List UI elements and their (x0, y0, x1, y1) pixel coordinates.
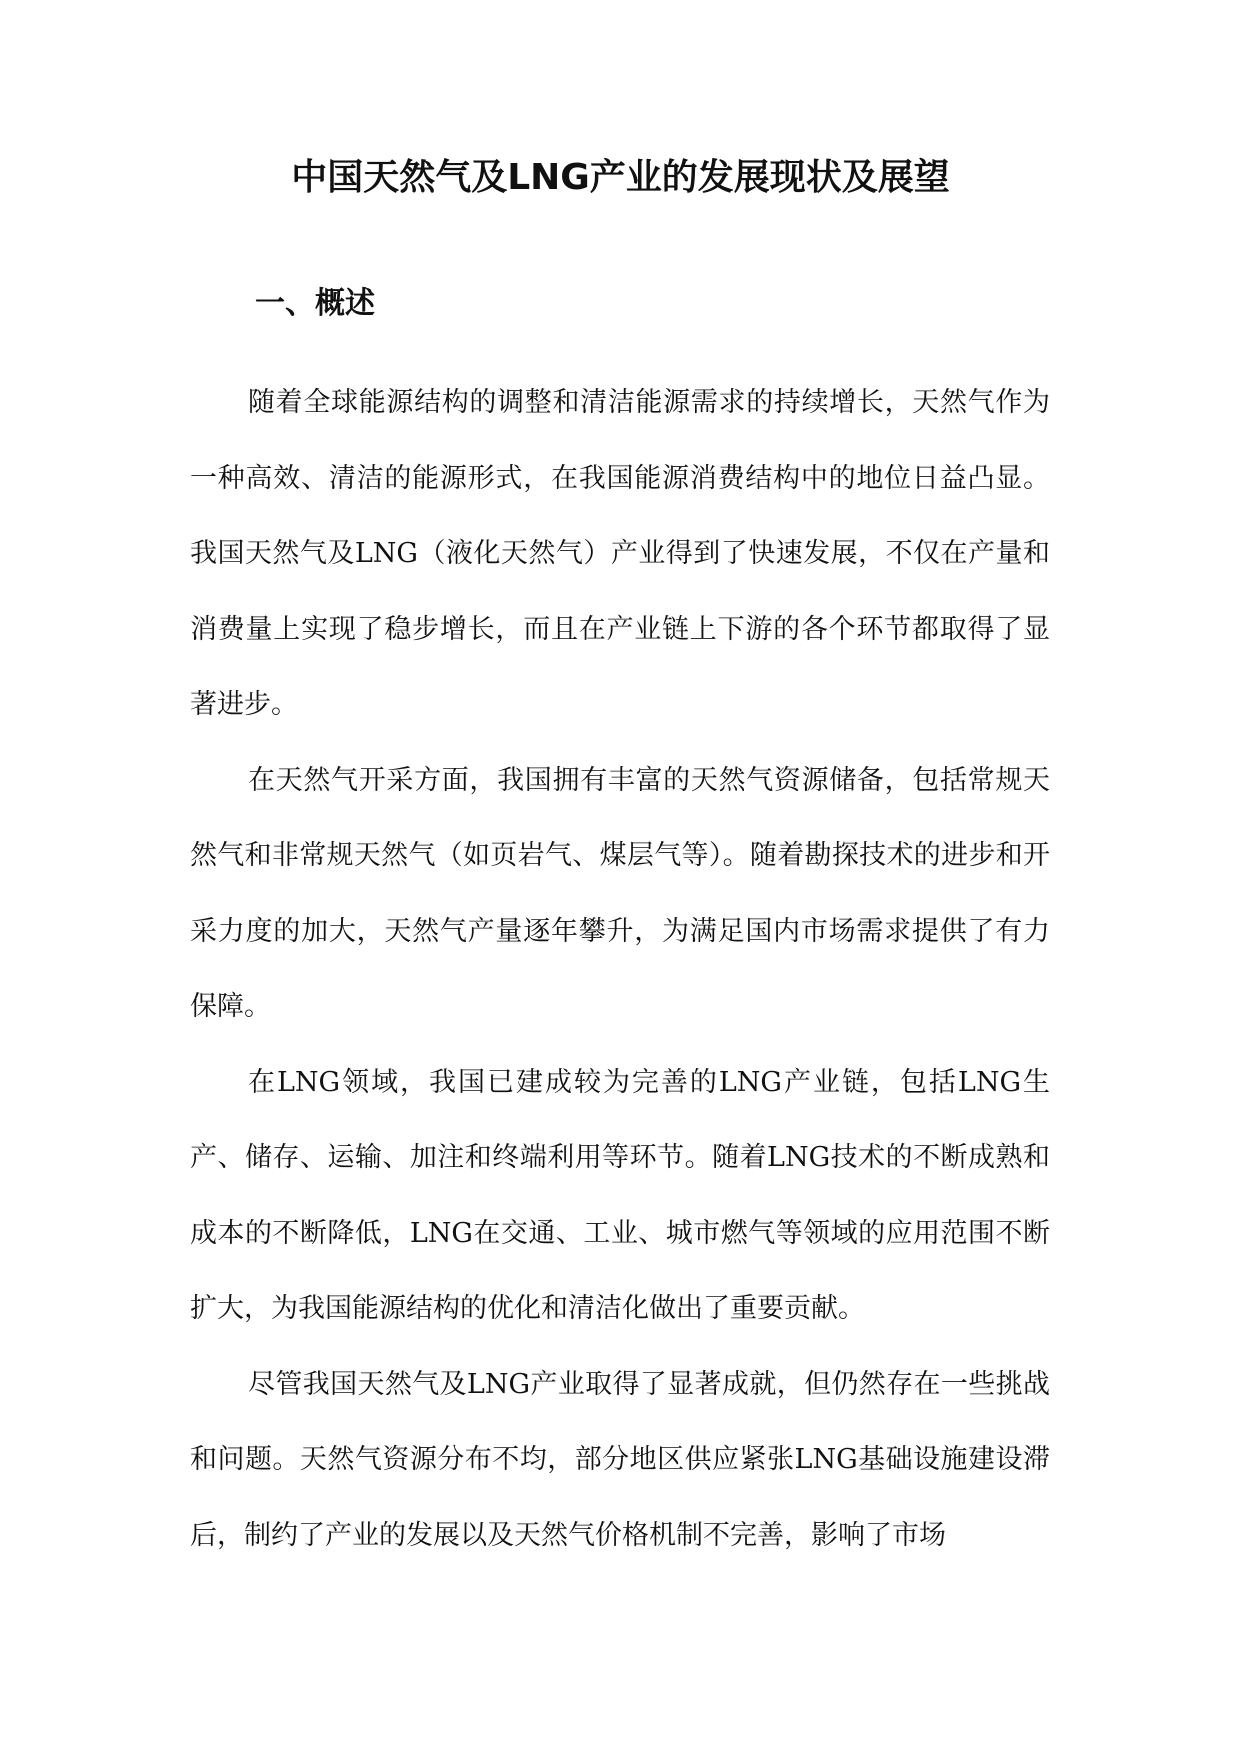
paragraph: 在LNG领域，我国已建成较为完善的LNG产业链，包括LNG生产、储存、运输、加注和终端利用等环节。随着LNG技术的不断成熟和成本的不断降低，LNG在交通、工业、城市燃气等领域的应用范围不断扩大，为我国能源结构的优化和清洁化做出了重要贡献。 (190, 1066, 1050, 1324)
paragraph: 随着全球能源结构的调整和清洁能源需求的持续增长，天然气作为一种高效、清洁的能源形式，在我国能源消费结构中的地位日益凸显。我国天然气及LNG（液化天然气）产业得到了快速发展，不仅在产量和消费量上实现了稳步增长，而且在产业链上下游的各个环节都取得了显著进步。 (190, 387, 1050, 720)
paragraph: 尽管我国天然气及LNG产业取得了显著成就，但仍然存在一些挑战和问题。天然气资源分布不均，部分地区供应紧张LNG基础设施建设滞后，制约了产业的发展以及天然气价格机制不完善，影响了市场 (190, 1368, 1050, 1551)
section-heading: 一、概述 (255, 286, 375, 321)
paragraph: 在天然气开采方面，我国拥有丰富的天然气资源储备，包括常规天然气和非常规天然气（如页岩气、煤层气等）。随着勘探技术的进步和开采力度的加大，天然气产量逐年攀升，为满足国内市场需求提供了有力保障。 (190, 764, 1050, 1022)
body-text (190, 365, 1050, 1573)
document-title: 中国天然气及LNG产业的发展现状及展望 (291, 157, 950, 198)
